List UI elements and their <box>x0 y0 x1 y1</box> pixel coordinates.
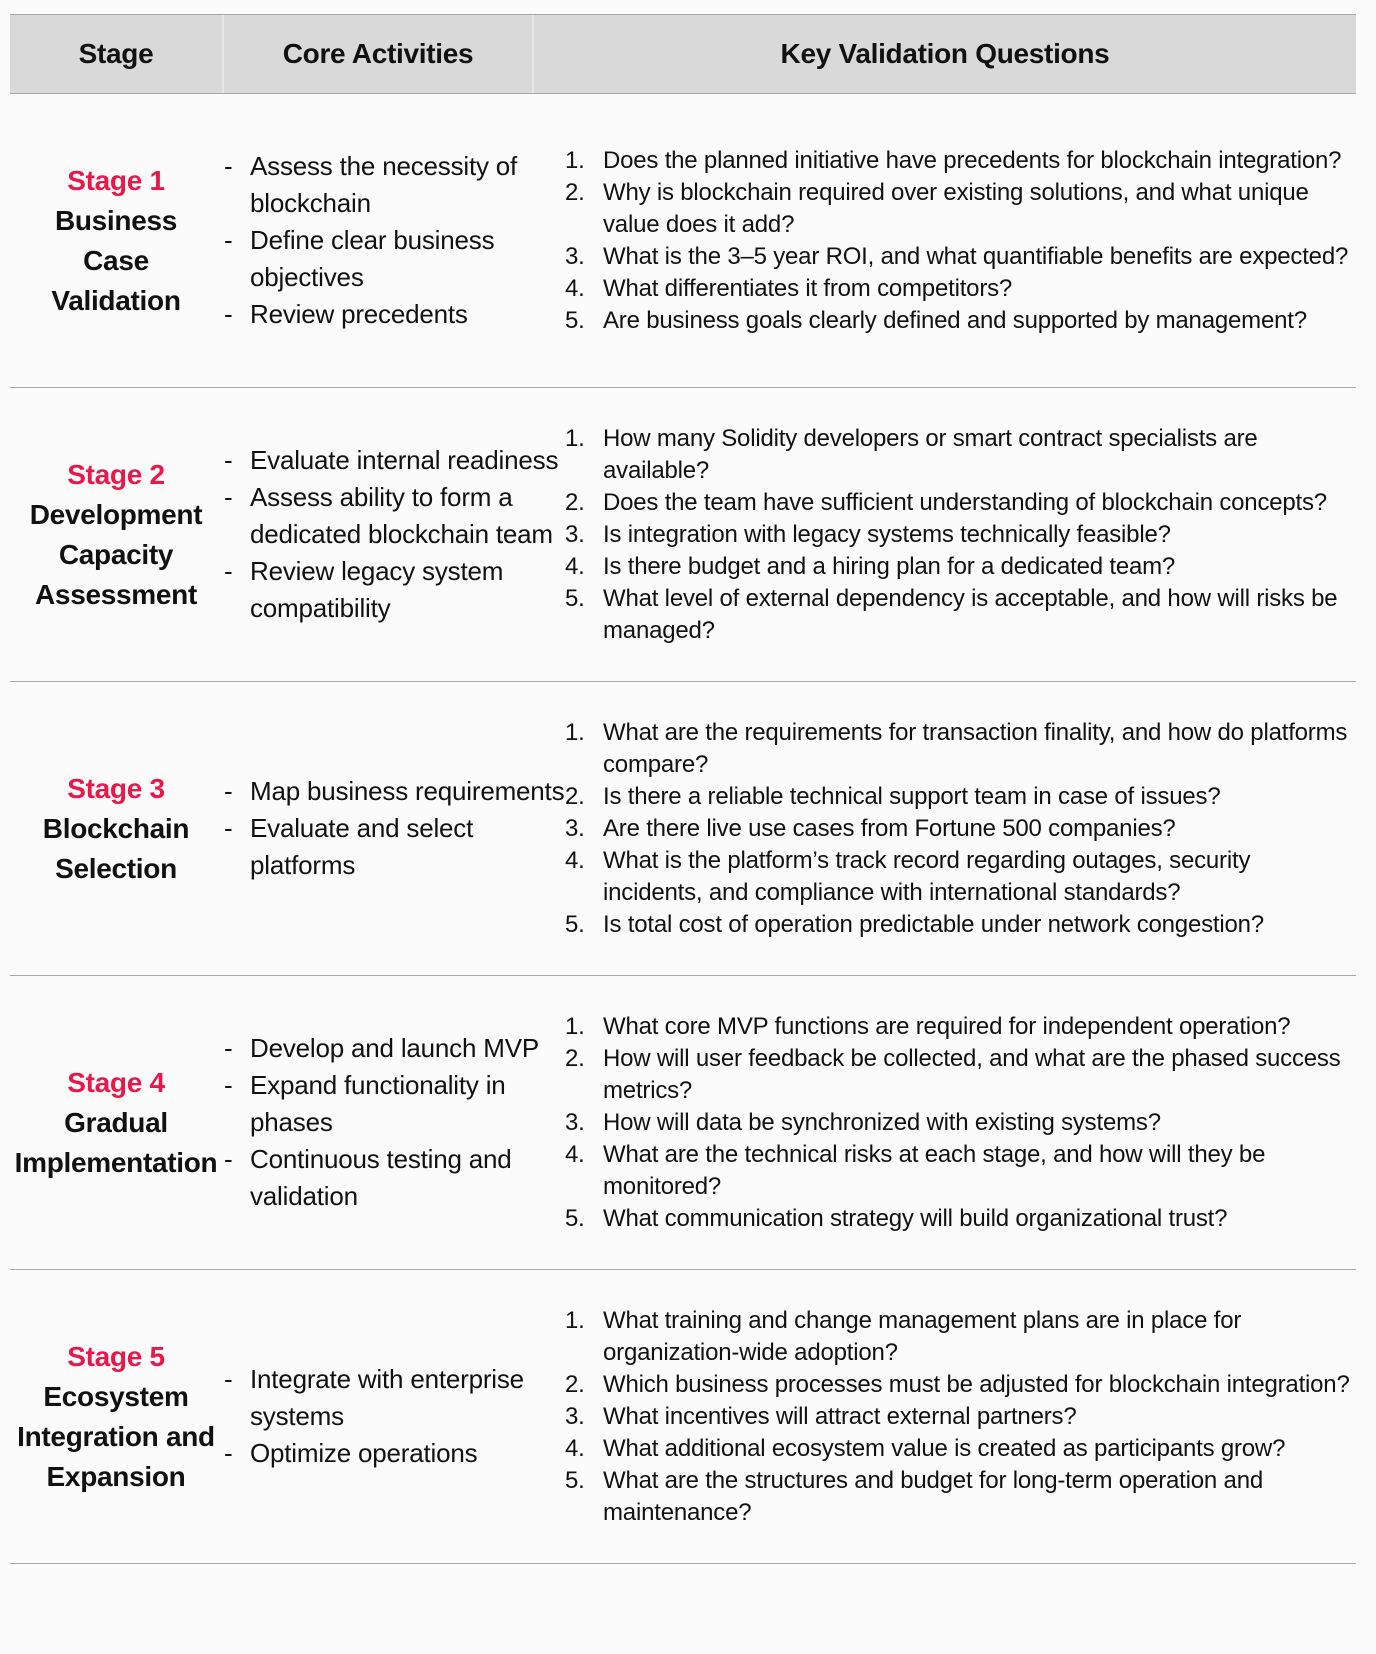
question-number: 2. <box>565 178 585 206</box>
activity-item <box>224 296 572 333</box>
bullet-dash: - <box>224 556 233 586</box>
question-text: Which business processes must be adjusted for blockchain integration? <box>603 1370 1350 1398</box>
activity-text: Continuous testing and validation <box>250 1144 512 1211</box>
question-item <box>565 1043 1355 1107</box>
bullet-dash: - <box>224 482 233 512</box>
activity-item <box>224 553 572 627</box>
question-number: 1. <box>565 146 585 174</box>
validation-table <box>10 14 1356 1564</box>
table-row <box>10 682 1356 976</box>
bullet-dash: - <box>224 225 233 255</box>
question-number: 5. <box>565 584 585 612</box>
question-number: 2. <box>565 488 585 516</box>
question-text: How many Solidity developers or smart contract specialists are available? <box>603 424 1258 484</box>
bullet-dash: - <box>224 1144 233 1174</box>
question-text: Is integration with legacy systems technically feasible? <box>603 520 1171 548</box>
bullet-dash: - <box>224 813 233 843</box>
stage-number: Stage 5 <box>67 1340 165 1372</box>
question-number: 5. <box>565 1204 585 1232</box>
question-item <box>565 1465 1355 1529</box>
question-text: Is total cost of operation predictable under network congestion? <box>603 910 1264 938</box>
question-text: What core MVP functions are required for independent operation? <box>603 1012 1291 1040</box>
activity-item <box>224 148 572 222</box>
question-item <box>565 909 1355 941</box>
table-row <box>10 388 1356 682</box>
question-text: How will data be synchronized with existing systems? <box>603 1108 1161 1136</box>
question-item <box>565 487 1355 519</box>
activity-text: Evaluate internal readiness <box>250 445 559 475</box>
stage-name-line: Expansion <box>46 1460 186 1492</box>
question-text: What additional ecosystem value is created as participants grow? <box>603 1434 1286 1462</box>
header-key-validation-questions: Key Validation Questions <box>780 38 1110 69</box>
bullet-dash: - <box>224 1033 233 1063</box>
question-item <box>565 1139 1355 1203</box>
stage-cell <box>10 1270 222 1563</box>
stage-name-line: Business <box>54 204 178 236</box>
question-number: 3. <box>565 814 585 842</box>
question-text: What communication strategy will build organizational trust? <box>603 1204 1228 1232</box>
stage-name-line: Gradual <box>64 1106 168 1138</box>
activity-text: Integrate with enterprise systems <box>250 1364 524 1431</box>
stage-number: Stage 3 <box>67 772 165 804</box>
question-text: Are business goals clearly defined and supported by management? <box>603 306 1307 334</box>
question-item <box>565 1107 1355 1139</box>
question-item <box>565 1203 1355 1235</box>
question-item <box>565 305 1355 337</box>
core-activities-cell <box>224 976 572 1269</box>
table-row <box>10 976 1356 1270</box>
question-number: 1. <box>565 424 585 452</box>
stage-name-line: Case <box>83 244 149 276</box>
validation-questions-cell <box>565 682 1355 975</box>
question-number: 4. <box>565 552 585 580</box>
question-text: What is the platform’s track record regarding outages, security incidents, and compliance with international standards? <box>603 846 1251 906</box>
question-text: Is there budget and a hiring plan for a dedicated team? <box>603 552 1176 580</box>
question-number: 5. <box>565 1466 585 1494</box>
question-number: 4. <box>565 1140 585 1168</box>
question-number: 1. <box>565 1012 585 1040</box>
stage-name-line: Development <box>29 498 203 530</box>
bullet-dash: - <box>224 1438 233 1468</box>
question-item <box>565 813 1355 845</box>
header-core-activities: Core Activities <box>282 38 474 69</box>
activity-item <box>224 222 572 296</box>
table-row <box>10 94 1356 388</box>
stage-cell <box>10 94 222 387</box>
stage-name-line: Selection <box>55 852 177 884</box>
core-activities-cell <box>224 388 572 681</box>
question-text: Does the team have sufficient understanding of blockchain concepts? <box>603 488 1327 516</box>
question-number: 3. <box>565 1108 585 1136</box>
bullet-dash: - <box>224 299 233 329</box>
validation-questions-cell <box>565 976 1355 1269</box>
table-header <box>10 14 1356 94</box>
question-item <box>565 551 1355 583</box>
activity-text: Map business requirements <box>250 776 565 806</box>
question-text: Are there live use cases from Fortune 500 companies? <box>603 814 1176 842</box>
question-text: What level of external dependency is acceptable, and how will risks be managed? <box>603 584 1338 644</box>
question-item <box>565 423 1355 487</box>
activity-item <box>224 1030 572 1067</box>
activity-text: Assess ability to form a dedicated blockchain team <box>250 482 553 549</box>
question-number: 5. <box>565 306 585 334</box>
question-item <box>565 1369 1355 1401</box>
activity-text: Define clear business objectives <box>250 225 495 292</box>
table-body <box>10 94 1356 1564</box>
stage-name-line: Capacity <box>58 538 174 570</box>
question-number: 1. <box>565 1306 585 1334</box>
stage-name-line: Blockchain <box>42 812 190 844</box>
bullet-dash: - <box>224 445 233 475</box>
activity-text: Expand functionality in phases <box>250 1070 506 1137</box>
question-text: How will user feedback be collected, and what are the phased success metrics? <box>603 1044 1341 1104</box>
core-activities-cell <box>224 1270 572 1563</box>
activity-item <box>224 1141 572 1215</box>
question-item <box>565 717 1355 781</box>
question-item <box>565 1433 1355 1465</box>
activity-text: Assess the necessity of blockchain <box>250 151 518 218</box>
stage-name-line: Integration and <box>17 1420 215 1452</box>
question-item <box>565 1305 1355 1369</box>
question-text: What are the technical risks at each stage, and how will they be monitored? <box>603 1140 1266 1200</box>
question-text: What are the structures and budget for long-term operation and maintenance? <box>603 1466 1263 1526</box>
question-item <box>565 1401 1355 1433</box>
validation-questions-cell <box>565 94 1355 387</box>
question-item <box>565 781 1355 813</box>
core-activities-cell <box>224 682 572 975</box>
question-number: 4. <box>565 846 585 874</box>
question-number: 4. <box>565 1434 585 1462</box>
stage-number: Stage 1 <box>67 164 165 196</box>
question-text: What training and change management plans are in place for organization-wide adoption? <box>603 1306 1242 1366</box>
activity-text: Develop and launch MVP <box>250 1033 540 1063</box>
stage-cell <box>10 388 222 681</box>
header-stage: Stage <box>78 38 154 69</box>
question-text: What differentiates it from competitors? <box>603 274 1013 302</box>
question-number: 4. <box>565 274 585 302</box>
activity-item <box>224 1067 572 1141</box>
activity-text: Review precedents <box>250 299 468 329</box>
core-activities-cell <box>224 94 572 387</box>
bullet-dash: - <box>224 776 233 806</box>
validation-questions-cell <box>565 388 1355 681</box>
activity-item <box>224 773 572 810</box>
question-number: 2. <box>565 782 585 810</box>
stage-name-line: Ecosystem <box>43 1380 189 1412</box>
question-number: 3. <box>565 520 585 548</box>
question-item <box>565 1011 1355 1043</box>
bullet-dash: - <box>224 1364 233 1394</box>
stage-name-line: Implementation <box>14 1146 218 1178</box>
validation-questions-cell <box>565 1270 1355 1563</box>
question-item <box>565 177 1355 241</box>
activity-item <box>224 810 572 884</box>
stage-name-line: Assessment <box>35 578 197 610</box>
stage-number: Stage 2 <box>67 458 165 490</box>
question-number: 1. <box>565 718 585 746</box>
question-item <box>565 241 1355 273</box>
stage-number: Stage 4 <box>67 1066 165 1098</box>
activity-item <box>224 479 572 553</box>
question-number: 2. <box>565 1370 585 1398</box>
question-item <box>565 145 1355 177</box>
question-number: 3. <box>565 242 585 270</box>
activity-text: Review legacy system compatibility <box>250 556 504 623</box>
question-text: Does the planned initiative have precedents for blockchain integration? <box>603 146 1342 174</box>
question-item <box>565 273 1355 305</box>
bullet-dash: - <box>224 1070 233 1100</box>
stage-cell <box>10 976 222 1269</box>
stage-cell <box>10 682 222 975</box>
question-number: 5. <box>565 910 585 938</box>
question-text: Is there a reliable technical support team in case of issues? <box>603 782 1221 810</box>
question-item <box>565 583 1355 647</box>
table-row <box>10 1270 1356 1564</box>
question-item <box>565 845 1355 909</box>
question-text: Why is blockchain required over existing solutions, and what unique value does it add? <box>603 178 1309 238</box>
question-number: 2. <box>565 1044 585 1072</box>
question-number: 3. <box>565 1402 585 1430</box>
question-item <box>565 519 1355 551</box>
stage-name-line: Validation <box>51 284 181 316</box>
question-text: What incentives will attract external partners? <box>603 1402 1077 1430</box>
activity-item <box>224 442 572 479</box>
activity-text: Optimize operations <box>250 1438 478 1468</box>
question-text: What are the requirements for transaction finality, and how do platforms compare? <box>603 718 1348 778</box>
bullet-dash: - <box>224 151 233 181</box>
activity-text: Evaluate and select platforms <box>250 813 474 880</box>
question-text: What is the 3–5 year ROI, and what quantifiable benefits are expected? <box>603 242 1349 270</box>
activity-item <box>224 1435 572 1472</box>
activity-item <box>224 1361 572 1435</box>
